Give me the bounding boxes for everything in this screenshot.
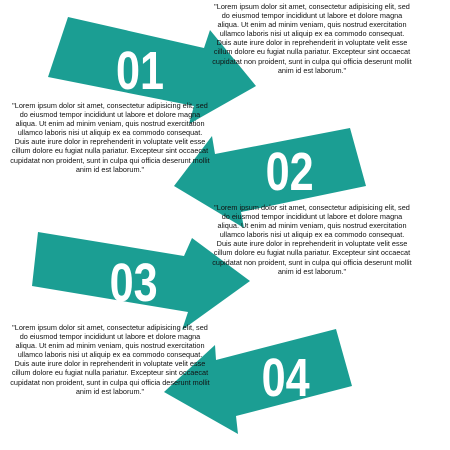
step-description-2: "Lorem ipsum dolor sit amet, consectetur adipisicing elit, sed do eiusmod tempor incididunt ut labore et dolore magna aliqua. Ut enim ad minim veniam, quis nostrud exercitation ullamco laboris nisi ut aliquip ex ea commodo consequat. Duis aute irure dolor in reprehenderit in voluptate velit esse cillum dolore eu fugiat nulla pariatur. Excepteur sint occaecat cupidatat non proident, sunt in culpa qui officia deserunt mollit anim id est laborum." bbox=[10, 101, 210, 174]
step-number-1: 01 bbox=[115, 41, 165, 102]
step-description-1: "Lorem ipsum dolor sit amet, consectetur adipisicing elit, sed do eiusmod tempor incididunt ut labore et dolore magna aliqua. Ut enim ad minim veniam, quis nostrud exercitation ullamco laboris nisi ut aliquip ex ea commodo consequat. Duis aute irure dolor in reprehenderit in voluptate velit esse cillum dolore eu fugiat nulla pariatur. Excepteur sint occaecat cupidatat non proident, sunt in culpa qui officia deserunt mollit anim id est laborum." bbox=[212, 2, 412, 75]
step-number-2: 02 bbox=[265, 142, 314, 203]
step-description-4: "Lorem ipsum dolor sit amet, consectetur adipisicing elit, sed do eiusmod tempor incididunt ut labore et dolore magna aliqua. Ut enim ad minim veniam, quis nostrud exercitation ullamco laboris nisi ut aliquip ex ea commodo consequat. Duis aute irure dolor in reprehenderit in voluptate velit esse cillum dolore eu fugiat nulla pariatur. Excepteur sint occaecat cupidatat non proident, sunt in culpa qui officia deserunt mollit anim id est laborum." bbox=[10, 323, 210, 396]
step-description-3: "Lorem ipsum dolor sit amet, consectetur adipisicing elit, sed do eiusmod tempor incididunt ut labore et dolore magna aliqua. Ut enim ad minim veniam, quis nostrud exercitation ullamco laboris nisi ut aliquip ex ea commodo consequat. Duis aute irure dolor in reprehenderit in voluptate velit esse cillum dolore eu fugiat nulla pariatur. Excepteur sint occaecat cupidatat non proident, sunt in culpa qui officia deserunt mollit anim id est laborum." bbox=[212, 203, 412, 276]
step-number-3: 03 bbox=[109, 253, 158, 314]
step-number-4: 04 bbox=[261, 348, 310, 409]
